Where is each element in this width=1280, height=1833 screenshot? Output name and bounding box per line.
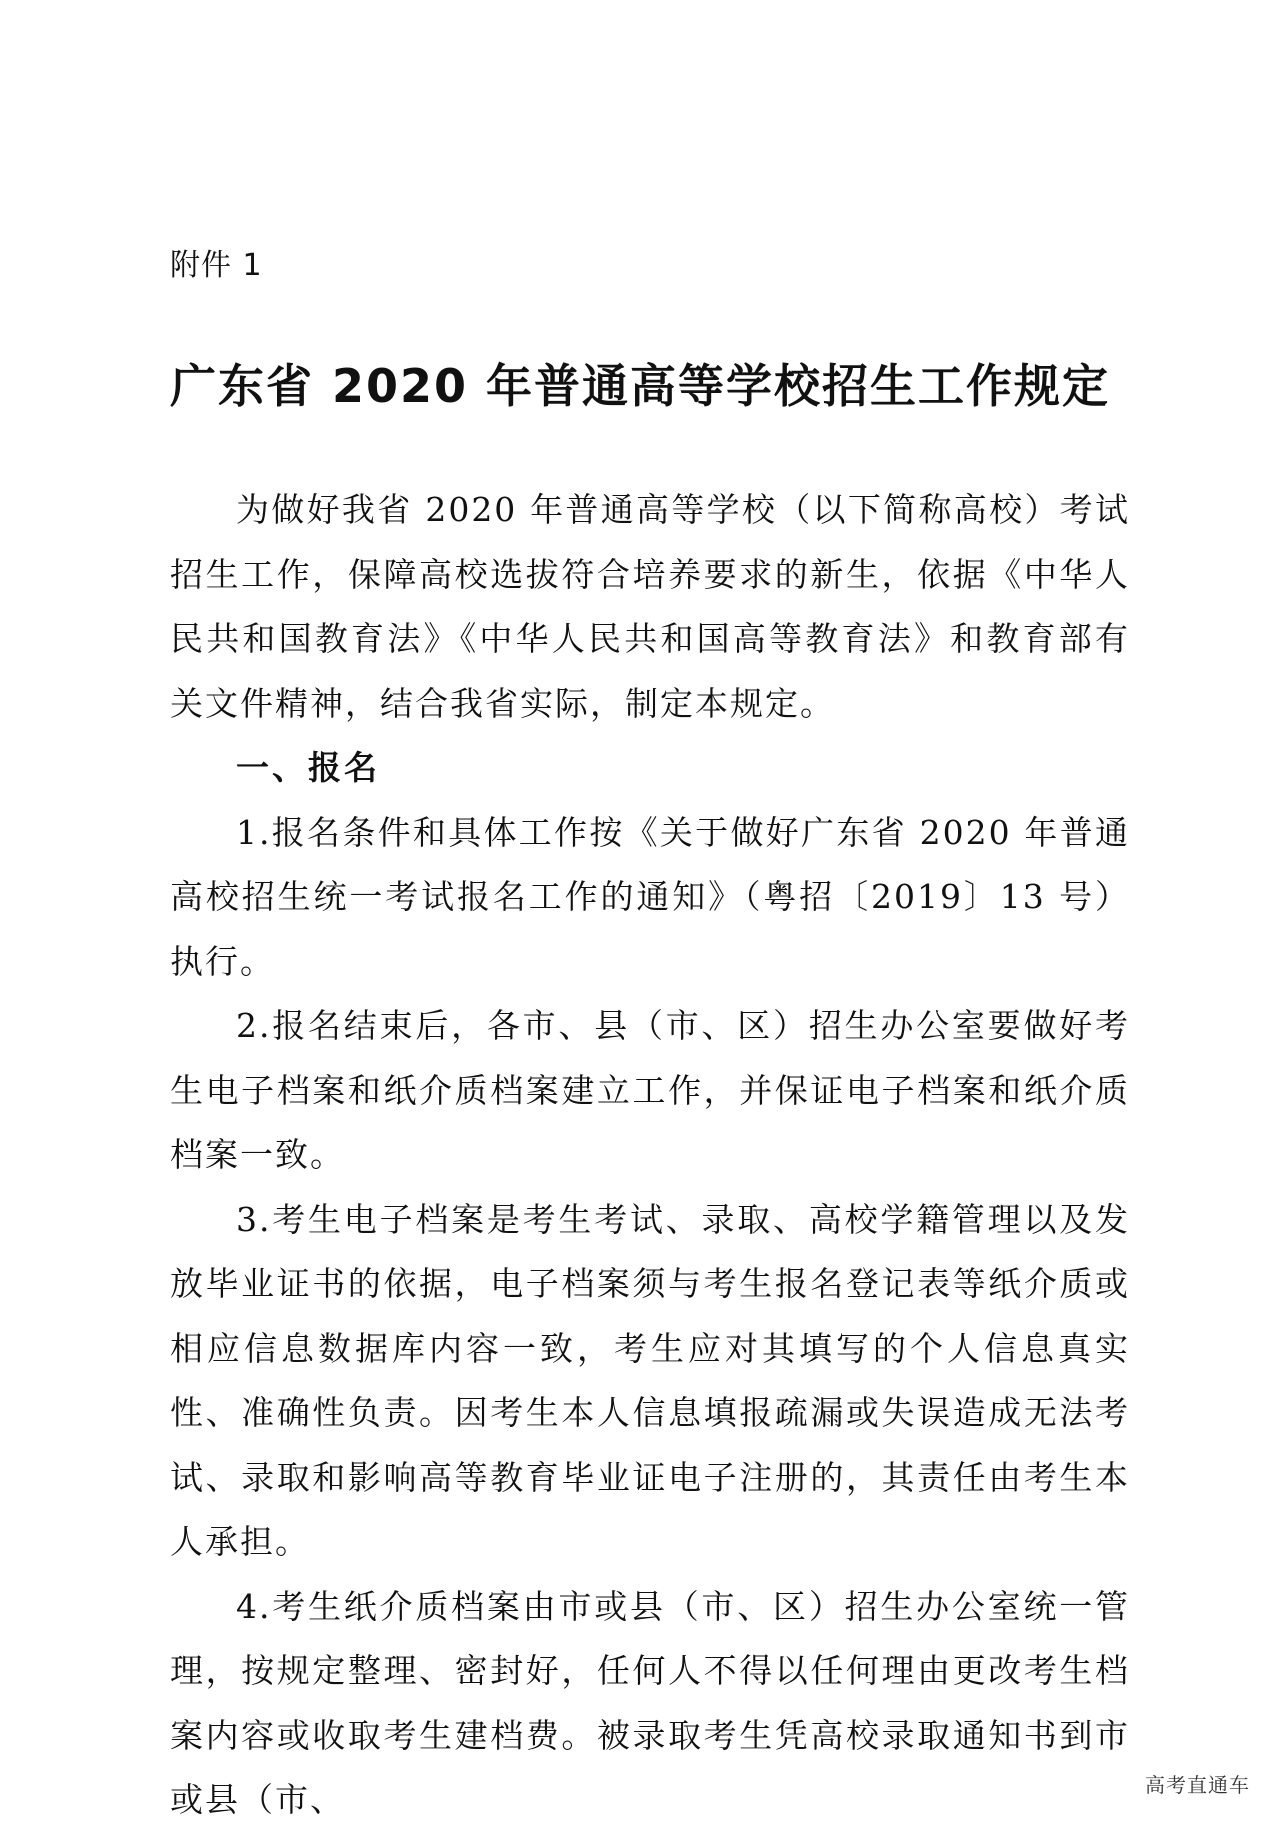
document-title: 广东省 2020 年普通高等学校招生工作规定 bbox=[169, 359, 1111, 413]
clause-2: 2.报名结束后，各市、县（市、区）招生办公室要做好考生电子档案和纸介质档案建立工作，并保证电子档案和纸介质档案一致。 bbox=[170, 1006, 1130, 1174]
document-body bbox=[170, 478, 1130, 1833]
attachment-label: 附件 1 bbox=[170, 248, 263, 283]
clause-4: 4.考生纸介质档案由市或县（市、区）招生办公室统一管理，按规定整理、密封好，任何人不得以任何理由更改考生档案内容或收取考生建档费。被录取考生凭高校录取通知书到市或县（市、 bbox=[170, 1586, 1130, 1819]
clause-3: 3.考生电子档案是考生考试、录取、高校学籍管理以及发放毕业证书的依据，电子档案须与考生报名登记表等纸介质或相应信息数据库内容一致，考生应对其填写的个人信息真实性、准确性负责。因考生本人信息填报疏漏或失误造成无法考试、录取和影响高等教育毕业证电子注册的，其责任由考生本人承担。 bbox=[170, 1199, 1130, 1561]
source-watermark: 高考直通车 bbox=[1145, 1773, 1250, 1797]
clause-1: 1.报名条件和具体工作按《关于做好广东省 2020 年普通高校招生统一考试报名工作的通知》（粤招〔2019〕13 号）执行。 bbox=[170, 812, 1130, 981]
section-heading-registration: 一、报名 bbox=[236, 748, 380, 787]
intro-paragraph: 为做好我省 2020 年普通高等学校（以下简称高校）考试招生工作，保障高校选拔符合培养要求的新生，依据《中华人民共和国教育法》《中华人民共和国高等教育法》和教育部有关文件精神，结合我省实际，制定本规定。 bbox=[170, 490, 1130, 723]
